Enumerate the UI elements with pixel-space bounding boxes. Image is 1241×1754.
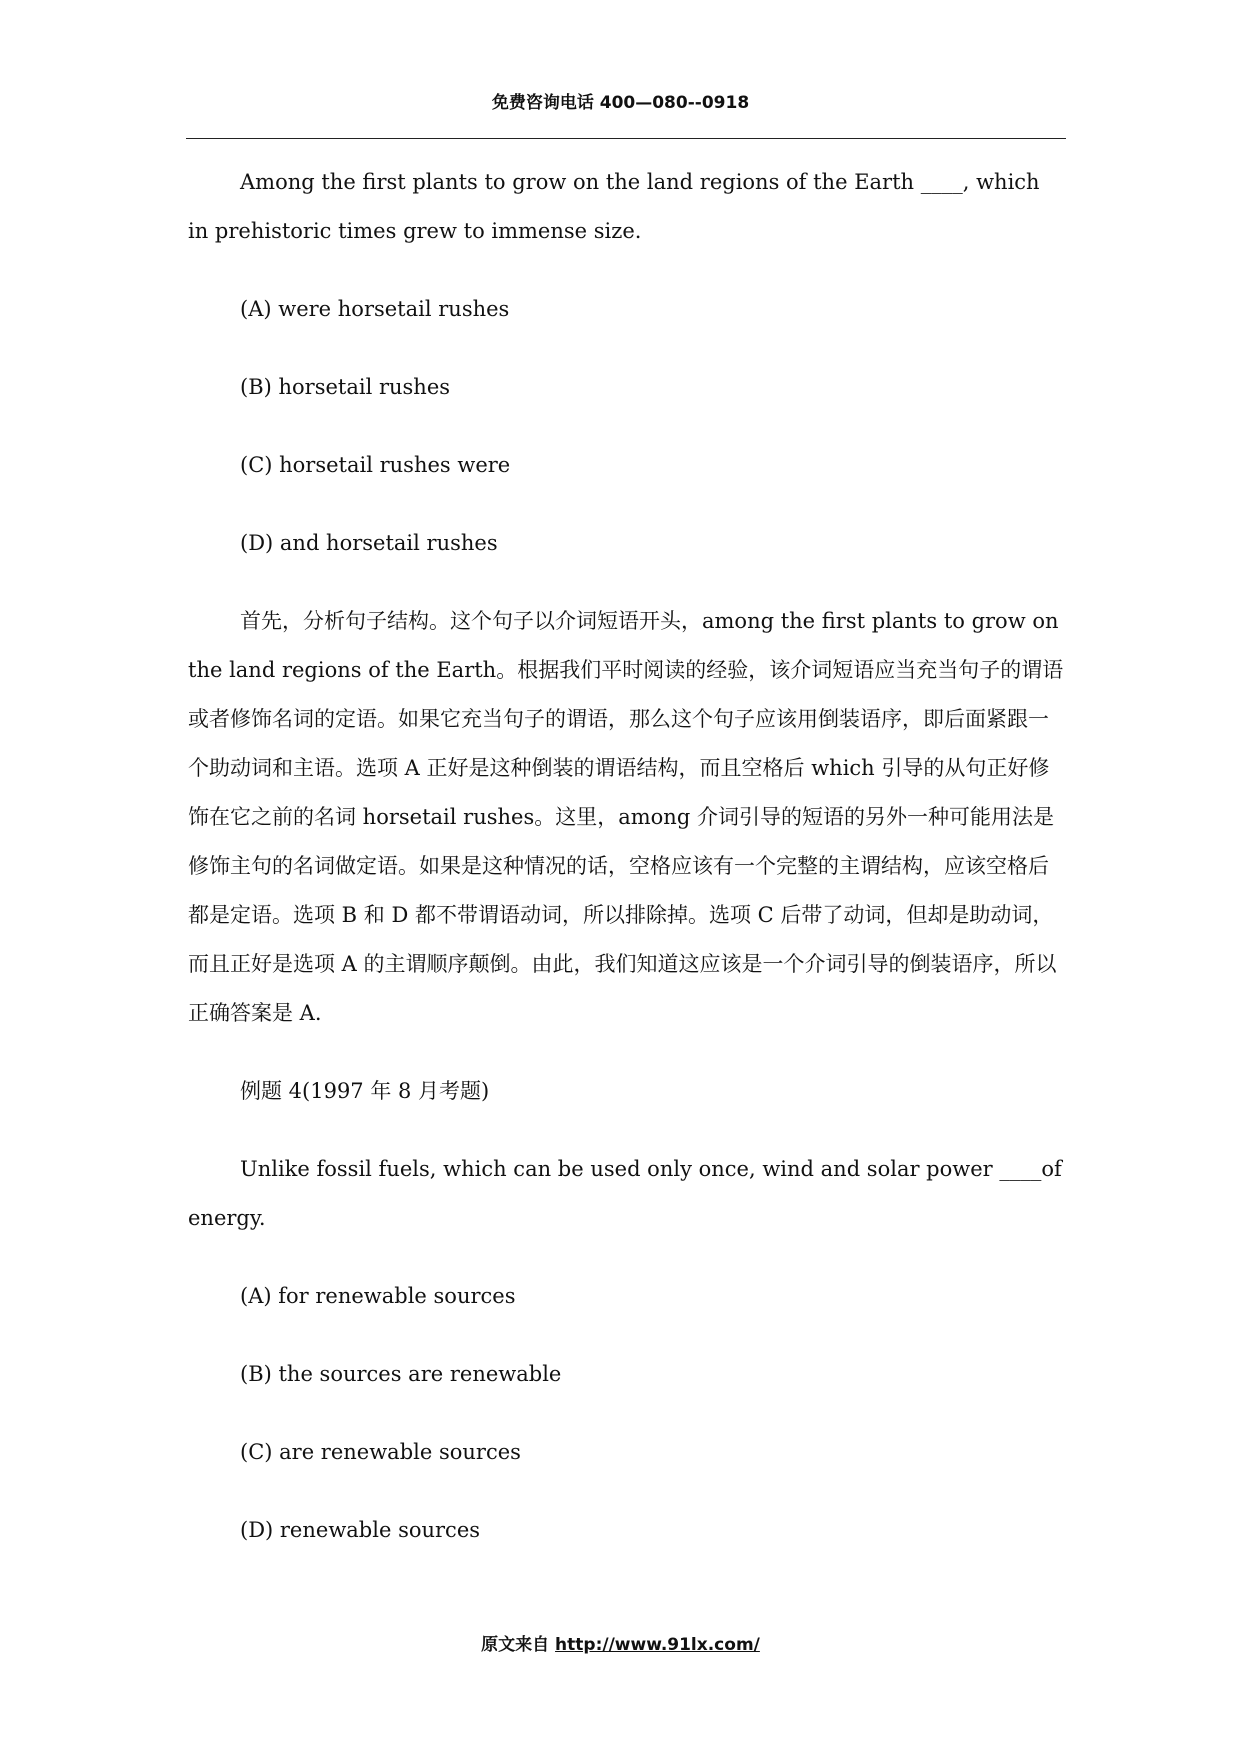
question-4-option-b: (B) the sources are renewable <box>240 1362 562 1386</box>
header-divider <box>186 138 1066 139</box>
question-3-option-a: (A) were horsetail rushes <box>240 297 510 321</box>
footer-source-link[interactable]: http://www.91lx.com/ <box>555 1635 760 1655</box>
question-4-option-a: (A) for renewable sources <box>240 1284 516 1308</box>
question-3-stem: Among the first plants to grow on the land regions of the Earth ____, which in prehistoric times grew to immense size. <box>188 170 1040 243</box>
question-3-explanation: 首先，分析句子结构。这个句子以介词短语开头，among the first plants to grow on the land regions of the Earth。根据我们平时阅读的经验，该介词短语应当充当句子的谓语或者修饰名词的定语。如果它充当句子的谓语，那么这个句子应该用倒装语序，即后面紧跟一个助动词和主语。选项 A 正好是这种倒装的谓语结构，而且空格后 which 引导的从句正好修饰在它之前的名词 horsetail rushes。这里，among 介词引导的短语的另外一种可能用法是修饰主句的名词做定语。如果是这种情况的话，空格应该有一个完整的主谓结构，应该空格后都是定语。选项 B 和 D 都不带谓语动词，所以排除掉。选项 C 后带了动词，但却是助动词，而且正好是选项 A 的主谓顺序颠倒。由此，我们知道这应该是一个介词引导的倒装语序，所以正确答案是 A. <box>188 609 1064 1025</box>
footer-source <box>0 1630 1241 1655</box>
question-4-stem: Unlike fossil fuels, which can be used only once, wind and solar power ____of energy. <box>188 1157 1062 1230</box>
question-4-option-c: (C) are renewable sources <box>240 1440 521 1464</box>
question-4-heading: 例题 4(1997 年 8 月考题) <box>240 1079 490 1103</box>
footer-source-label: 原文来自 <box>481 1635 550 1655</box>
document-body <box>188 158 1066 1555</box>
header-hotline: 免费咨询电话 400—080--0918 <box>491 93 750 113</box>
question-3-option-d: (D) and horsetail rushes <box>240 531 498 555</box>
question-3-option-c: (C) horsetail rushes were <box>240 453 511 477</box>
question-4-option-d: (D) renewable sources <box>240 1518 481 1542</box>
question-3-option-b: (B) horsetail rushes <box>240 375 451 399</box>
